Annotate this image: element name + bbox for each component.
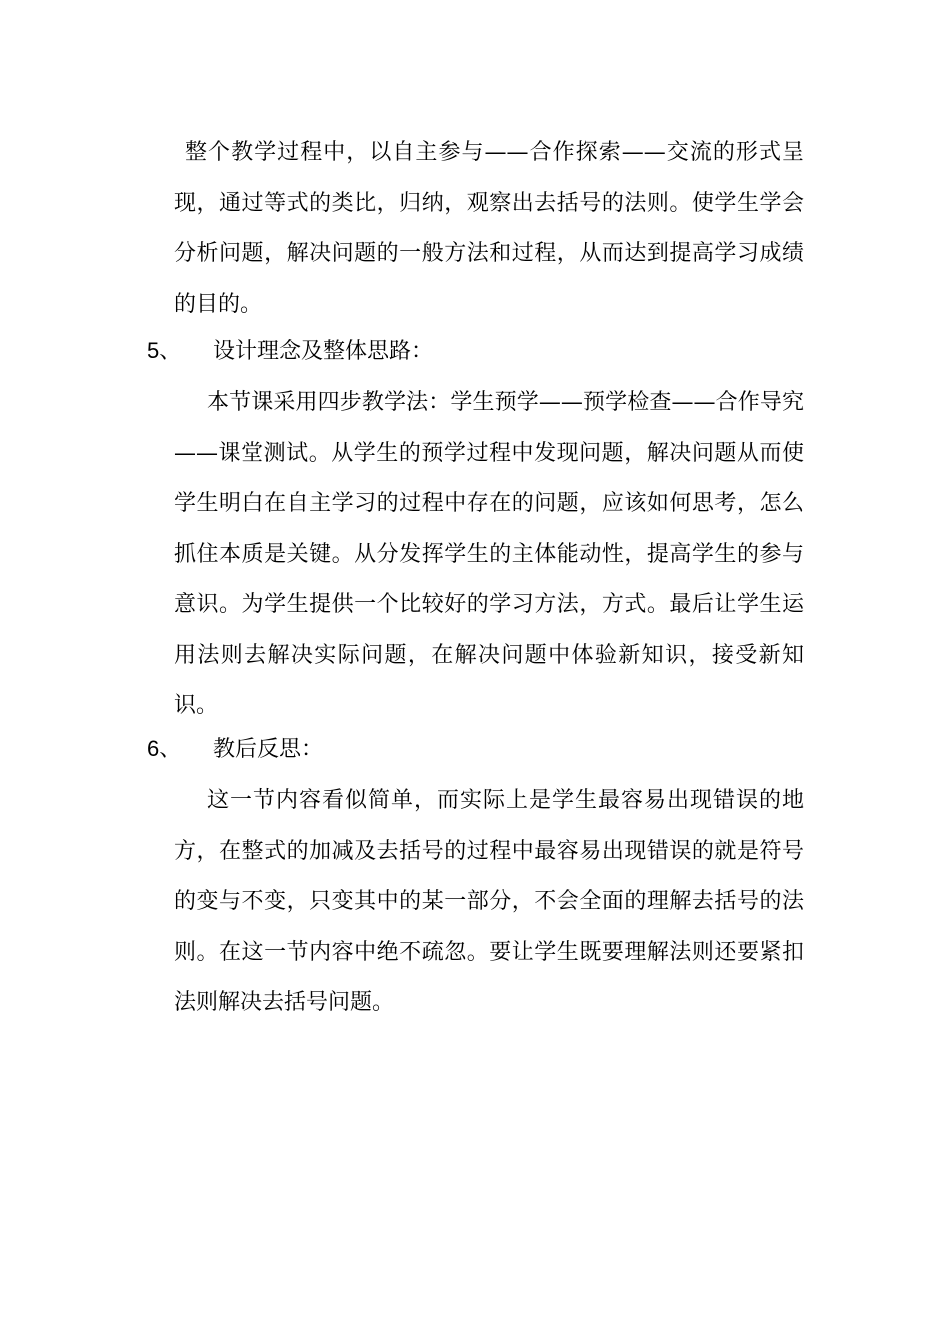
section-heading-reflection bbox=[147, 731, 323, 768]
section-number: 6、 bbox=[147, 736, 182, 761]
section-title: 设计理念及整体思路： bbox=[213, 339, 434, 364]
section-number: 5、 bbox=[147, 338, 182, 363]
section-heading-design-concept bbox=[147, 333, 433, 370]
section-title: 教后反思： bbox=[213, 737, 324, 762]
paragraph-teaching-process: 整个教学过程中，以自主参与——合作探索——交流的形式呈现，通过等式的类比，归纳，观察出去括号的法则。使学生学会分析问题，解决问题的一般方法和过程，从而达到提高学习成绩的目的。 bbox=[174, 140, 804, 317]
paragraph-reflection: 这一节内容看似简单，而实际上是学生最容易出现错误的地方，在整式的加减及去括号的过程中最容易出现错误的就是符号的变与不变，只变其中的某一部分，不会全面的理解去括号的法则。在这一节内容中绝不疏忽。要让学生既要理解法则还要紧扣法则解决去括号问题。 bbox=[174, 788, 804, 1015]
paragraph-design-concept: 本节课采用四步教学法：学生预学——预学检查——合作导究——课堂测试。从学生的预学过程中发现问题，解决问题从而使学生明白在自主学习的过程中存在的问题，应该如何思考，怎么抓住本质是关键。从分发挥学生的主体能动性，提高学生的参与意识。为学生提供一个比较好的学习方法，方式。最后让学生运用法则去解决实际问题，在解决问题中体验新知识，接受新知识。 bbox=[174, 390, 804, 718]
